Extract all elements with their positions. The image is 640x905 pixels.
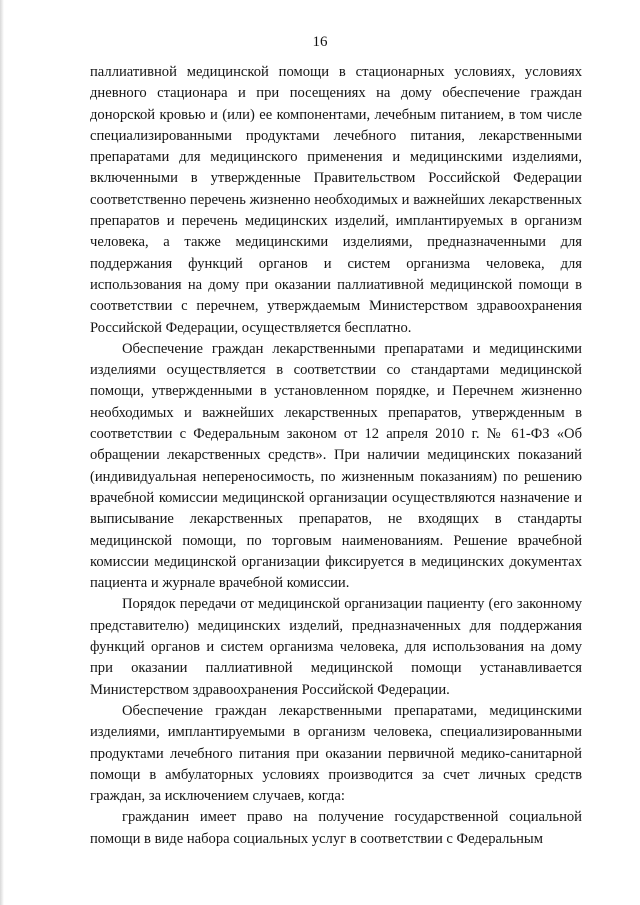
document-body (90, 62, 582, 850)
paragraph-continuation: паллиативной медицинской помощи в стационарных условиях, условиях дневного стационара и при посещениях на дому обеспечение граждан донорской кровью и (или) ее компонентами, лечебным питанием, в том числе специализированными продуктами лечебного питания, лекарственными препаратами для медицинского применения и медицинскими изделиями, включенными в утвержденные Правительством Российской Федерации соответственно перечень жизненно необходимых и важнейших лекарственных препаратов и перечень медицинских изделий, имплантируемых в организм человека, а также медицинскими изделиями, предназначенными для поддержания функций органов и систем организма человека, для использования на дому при оказании паллиативной медицинской помощи в соответствии с перечнем, утверждаемым Министерством здравоохранения Российской Федерации, осуществляется бесплатно. (90, 64, 582, 336)
scan-edge-shadow (0, 0, 4, 905)
page-number: 16 (312, 34, 328, 50)
paragraph-device-transfer: Порядок передачи от медицинской организации пациенту (его законному представителю) медицинских изделий, предназначенных для поддержания функций органов и систем организма человека, для использования на дому при оказании паллиативной медицинской помощи устанавливается Министерством здравоохранения Российской Федерации. (90, 596, 582, 698)
paragraph-outpatient-supply: Обеспечение граждан лекарственными препаратами, медицинскими изделиями, имплантируемыми в организм человека, специализированными продуктами лечебного питания при оказании первичной медико-санитарной помощи в амбулаторных условиях производится за счет личных средств граждан, за исключением случаев, когда: (90, 702, 582, 805)
paragraph-medication-supply: Обеспечение граждан лекарственными препаратами и медицинскими изделиями осуществляется в соответствии со стандартами медицинской помощи, утвержденными в установленном порядке, и Перечнем жизненно необходимых и важнейших лекарственных препаратов, утвержденным в соответствии с Федеральным законом от 12 апреля 2010 г. № 61-ФЗ «Об обращении лекарственных средств». При наличии медицинских показаний (индивидуальная непереносимость, по жизненным показаниям) по решению врачебной комиссии медицинской организации осуществляются назначение и выписывание лекарственных препаратов, не входящих в стандарты медицинской помощи, по торговым наименованиям. Решение врачебной комиссии медицинской организации фиксируется в медицинских документах пациента и журнале врачебной комиссии. (90, 340, 582, 592)
paragraph-social-assistance: гражданин имеет право на получение государственной социальной помощи в виде набора социальных услуг в соответствии с Федеральным (90, 809, 582, 847)
